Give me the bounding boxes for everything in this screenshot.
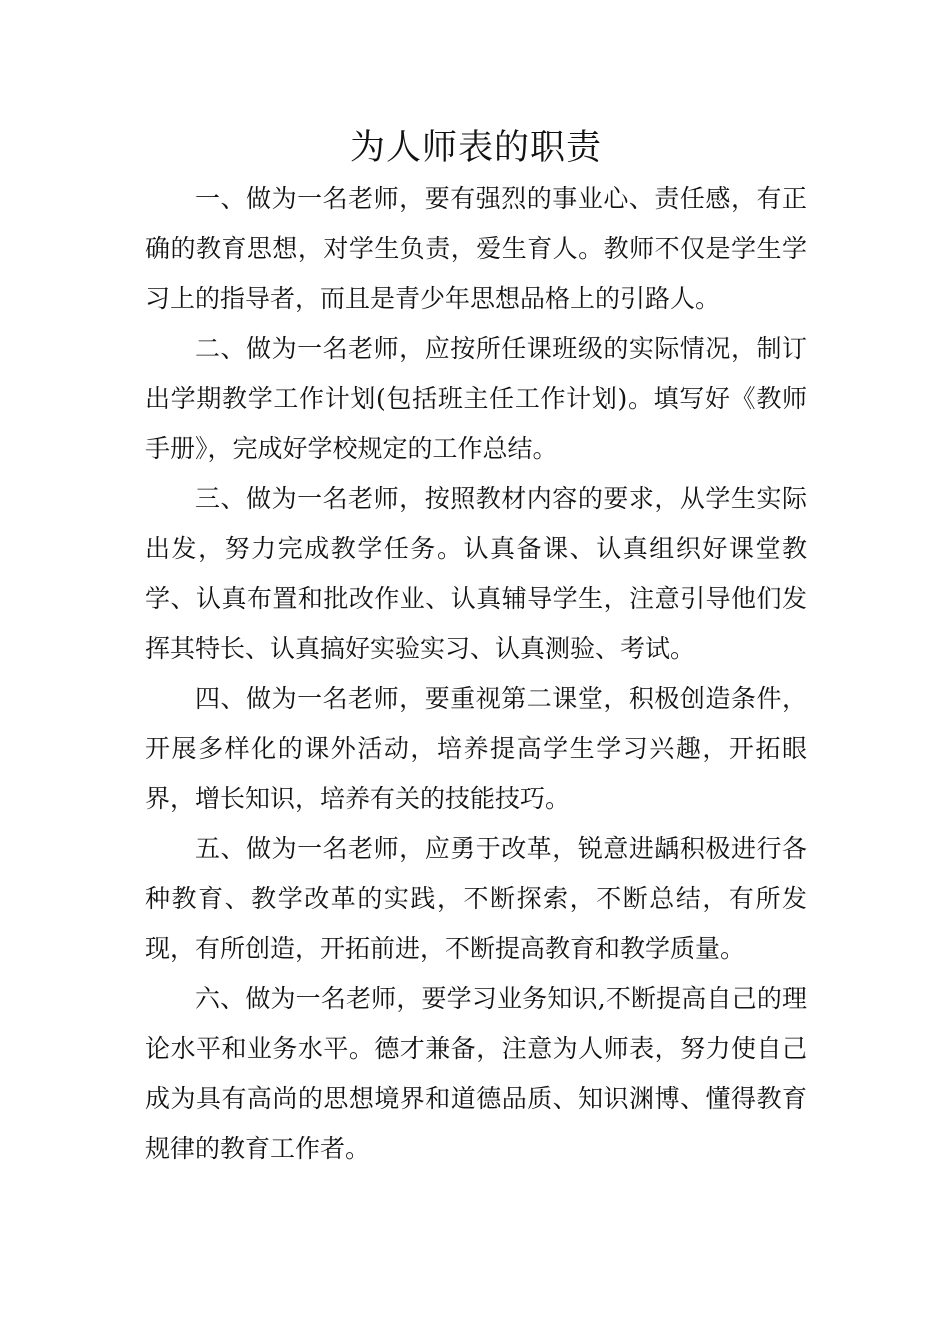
document-content xyxy=(145,122,807,1174)
document-title: 为人师表的职责 xyxy=(349,128,602,168)
paragraph-5: 五、做为一名老师，应勇于改革，锐意进龋积极进行各种教育、教学改革的实践，不断探索，不断总结，有所发现，有所创造，开拓前进，不断提高教育和教学质量。 xyxy=(145,834,807,963)
paragraph-2: 二、做为一名老师，应按所任课班级的实际情况，制订出学期教学工作计划(包括班主任工作计划)。填写好《教师手册》，完成好学校规定的工作总结。 xyxy=(145,334,807,463)
paragraph-1: 一、做为一名老师，要有强烈的事业心、责任感，有正确的教育思想，对学生负责，爱生育人。教师不仅是学生学习上的指导者，而且是青少年思想品格上的引路人。 xyxy=(145,184,807,313)
paragraph-4: 四、做为一名老师，要重视第二课堂，积极创造条件，开展多样化的课外活动，培养提高学生学习兴趣，开拓眼界，增长知识，培养有关的技能技巧。 xyxy=(145,684,807,813)
paragraph-3: 三、做为一名老师，按照教材内容的要求，从学生实际出发，努力完成教学任务。认真备课、认真组织好课堂教学、认真布置和批改作业、认真辅导学生，注意引导他们发挥其特长、认真搞好实验实习、认真测验、考试。 xyxy=(145,484,807,663)
paragraph-6: 六、做为一名老师，要学习业务知识,不断提高自己的理论水平和业务水平。德才兼备，注意为人师表，努力使自己成为具有高尚的思想境界和道德品质、知识渊博、懂得教育规律的教育工作者。 xyxy=(145,984,807,1163)
